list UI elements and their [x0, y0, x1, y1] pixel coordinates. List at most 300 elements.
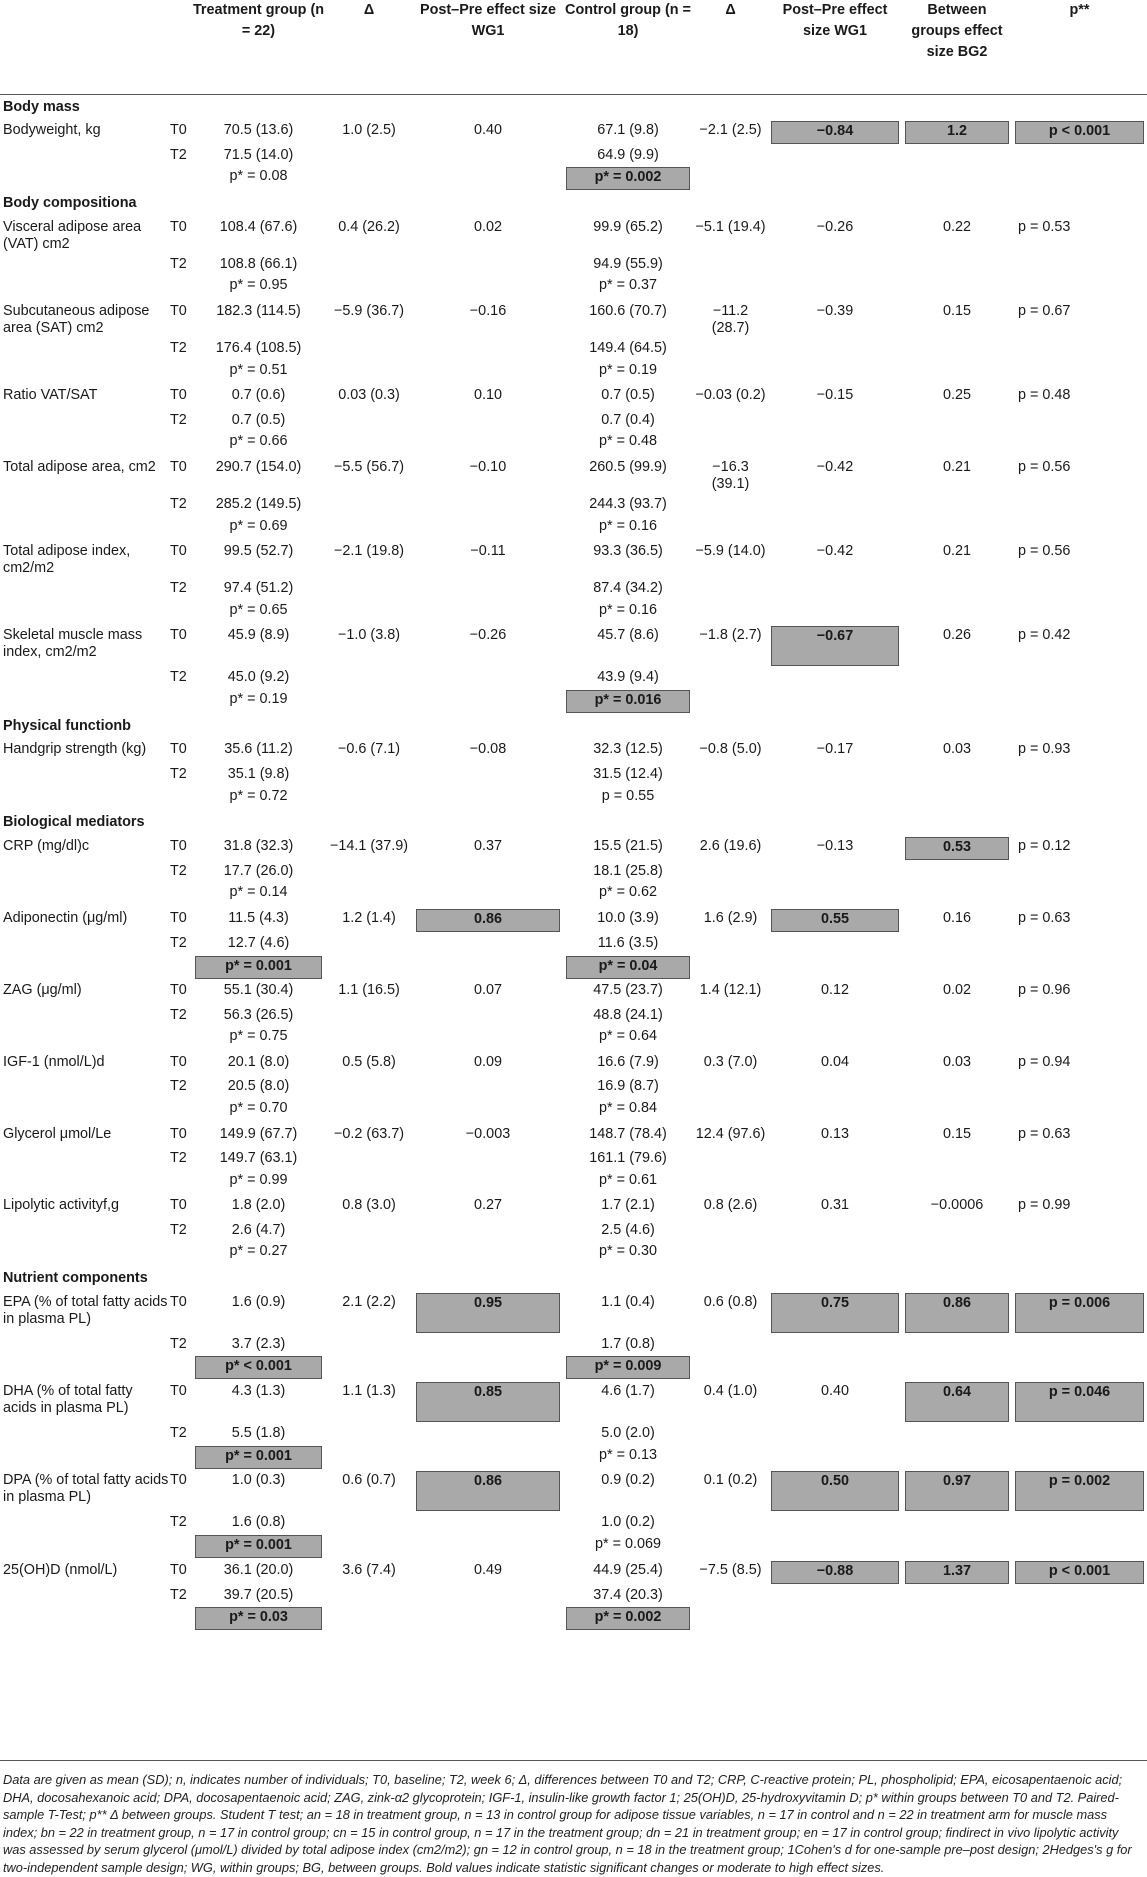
timepoint: T0 [170, 1293, 187, 1310]
table-cell: 1.4 (12.1) [699, 982, 762, 999]
row-label: Glycerol μmol/Le [3, 1125, 112, 1142]
row-label: Visceral adipose area (VAT) cm2 [3, 218, 142, 252]
timepoint: T0 [170, 387, 187, 404]
table-cell: 0.04 [820, 1054, 849, 1071]
table-cell: 12.7 (4.6) [227, 935, 290, 952]
table-cell: 108.4 (67.6) [219, 218, 298, 235]
table-row [0, 1123, 1147, 1147]
table-cell: 31.5 (12.4) [593, 765, 663, 782]
highlight-cell: −0.67 [771, 626, 899, 666]
highlight-cell: 0.53 [905, 837, 1009, 860]
table-row [0, 835, 1147, 860]
highlight-cell: p* = 0.002 [566, 167, 690, 190]
table-cell [768, 119, 902, 144]
table-row [0, 691, 1147, 714]
timepoint: T0 [170, 1125, 187, 1142]
table-footnote: Data are given as mean (SD); n, indicates number of individuals; T0, baseline; T2, week 6; Δ, differences between T0 and T2; CRP, C-reactive protein; PL, phospholipid; EPA, eicosapentaenoic acid; DHA, docosahexanoic acid; DPA, docosapentaenoic acid; ZAG, zink-α2 glycoprotein; IGF-1, insulin-like growth factor 1; 25(OH)D, 25-hydroxyvitamin D; p* within groups between T0 and T2. Paired-sample T-Test; p** Δ between groups. Student T test; an = 18 in treatment group, n = 13 in control group for adipose tissue variables, n = 17 in control and n = 22 in treatment arm for muscle mass index; bn = 22 in treatment group, n = 17 in control group; cn = 15 in control group, n = 17 in the treatment group; dn = 21 in treatment group; en = 17 in control group; findirect in vivo lipolytic activity was assessed by serum glycerol (μmol/L) divided by total adipose index (cm2/m2); gn = 12 in control group, n = 18 in the treatment group; 1Cohen's d for one-sample pre–post design; 2Hedges's g for two-independent sample design; WG, within groups; BG, between groups. Bold values indicate statistic significant changes or moderate to high effect sizes. [0, 1760, 1147, 1877]
table-cell [902, 1380, 1012, 1422]
table-row [0, 168, 1147, 191]
row-label: Total adipose index, cm2/m2 [3, 543, 131, 577]
highlight-cell: p* = 0.001 [195, 956, 322, 979]
table-cell: 0.6 (0.7) [342, 1472, 396, 1489]
table-cell: 0.02 [942, 982, 971, 999]
table-row [0, 1243, 1147, 1266]
table-cell: −5.1 (19.4) [695, 218, 766, 235]
table-row [0, 763, 1147, 788]
table-row [0, 788, 1147, 811]
header-control: Control group (n = 18) [563, 0, 693, 94]
timepoint: T2 [170, 1078, 187, 1095]
p-value: p* = 0.30 [598, 1243, 657, 1260]
table-cell: 18.1 (25.8) [593, 862, 663, 879]
highlight-cell: 0.97 [905, 1471, 1009, 1511]
row-label: DHA (% of total fatty acids in plasma PL) [3, 1383, 133, 1416]
table-cell: 20.5 (8.0) [227, 1078, 290, 1095]
table-cell [902, 835, 1012, 860]
header-treatment: Treatment group (n = 22) [192, 0, 325, 94]
highlight-cell: p = 0.046 [1015, 1382, 1144, 1422]
table-cell: 43.9 (9.4) [597, 669, 659, 686]
timepoint: T0 [170, 741, 187, 758]
table-row [0, 1219, 1147, 1244]
highlight-cell: 0.50 [771, 1471, 899, 1511]
p-value: p* = 0.65 [229, 601, 288, 618]
timepoint: T0 [170, 982, 187, 999]
table-row [0, 456, 1147, 493]
table-cell: 1.7 (2.1) [601, 1197, 655, 1214]
p-value: p* = 0.27 [229, 1243, 288, 1260]
p-value: p* = 0.19 [598, 361, 657, 378]
table-row [0, 518, 1147, 541]
table-row [0, 907, 1147, 932]
table-cell: 0.15 [942, 302, 971, 319]
table-cell: 0.27 [473, 1197, 502, 1214]
table-cell: −0.15 [816, 387, 854, 404]
table-cell: −14.1 (37.9) [329, 837, 408, 854]
table-cell: 1.7 (0.8) [601, 1335, 655, 1352]
table-cell: p = 0.12 [1018, 837, 1071, 854]
table-cell: 1.2 (1.4) [342, 910, 396, 927]
table-cell: 0.4 (1.0) [703, 1383, 758, 1399]
p-value: p* = 0.62 [598, 884, 657, 901]
table-cell: 3.6 (7.4) [342, 1561, 396, 1578]
table-cell: 4.3 (1.3) [231, 1383, 286, 1399]
table-cell: 10.0 (3.9) [597, 910, 659, 927]
timepoint: T2 [170, 1514, 187, 1531]
timepoint: T2 [170, 339, 187, 356]
table-cell: 16.6 (7.9) [597, 1054, 659, 1071]
table-row [0, 979, 1147, 1003]
table-row [0, 1357, 1147, 1380]
table-row [0, 738, 1147, 762]
table-cell: 87.4 (34.2) [593, 580, 663, 597]
table-cell: 56.3 (26.5) [223, 1006, 294, 1023]
table-cell: 0.7 (0.5) [231, 411, 286, 428]
highlight-cell: 0.86 [416, 909, 560, 932]
table-cell: 0.40 [820, 1383, 849, 1399]
table-cell: 0.9 (0.2) [601, 1472, 655, 1489]
table-row [0, 1147, 1147, 1172]
table-row [0, 1194, 1147, 1218]
table-cell [1012, 1469, 1147, 1511]
table-cell: 0.02 [473, 218, 502, 235]
table-cell [413, 907, 563, 932]
table-cell: 2.1 (2.2) [342, 1293, 396, 1310]
table-cell [902, 1469, 1012, 1511]
row-label: CRP (mg/dl)c [3, 837, 90, 854]
table-cell: 0.09 [473, 1054, 502, 1071]
p-value: p* = 0.70 [229, 1100, 288, 1117]
section-title: Biological mediators [3, 814, 145, 831]
timepoint: T2 [170, 1150, 187, 1167]
row-label: Subcutaneous adipose area (SAT) cm2 [3, 302, 150, 336]
table-cell: p = 0.99 [1018, 1197, 1071, 1214]
timepoint: T2 [170, 935, 187, 952]
table-cell: 5.0 (2.0) [601, 1425, 655, 1441]
table-cell: 35.1 (9.8) [227, 765, 290, 782]
table-cell: 149.7 (63.1) [219, 1150, 298, 1167]
timepoint: T2 [170, 1425, 187, 1441]
timepoint: T0 [170, 543, 187, 560]
highlight-cell: p* = 0.04 [566, 956, 690, 979]
table-row [0, 337, 1147, 362]
table-cell: 45.7 (8.6) [597, 627, 659, 644]
table-cell: 31.8 (32.3) [223, 837, 294, 854]
table-cell: 149.9 (67.7) [219, 1125, 298, 1142]
highlight-cell: 1.37 [905, 1561, 1009, 1584]
table-cell: 0.4 (26.2) [338, 218, 400, 235]
table-cell: 12.4 (97.6) [695, 1125, 766, 1142]
table-row [0, 624, 1147, 666]
row-label: Ratio VAT/SAT [3, 387, 98, 404]
section-header [0, 810, 1147, 835]
header-delta-2: Δ [693, 0, 768, 94]
table-cell [1012, 119, 1147, 144]
table-cell: 64.9 (9.9) [597, 146, 659, 163]
table-cell: −0.10 [469, 458, 507, 475]
table-cell: 182.3 (114.5) [216, 302, 301, 319]
header-delta-1: Δ [325, 0, 413, 94]
table-row [0, 277, 1147, 300]
p-value [563, 957, 693, 980]
p-value [563, 1608, 693, 1631]
table-cell: 2.5 (4.6) [601, 1221, 655, 1238]
table-row [0, 493, 1147, 518]
table-cell: −2.1 (19.8) [334, 543, 404, 560]
table-row [0, 884, 1147, 907]
table-cell [768, 1291, 902, 1333]
table-cell: 3.7 (2.3) [231, 1335, 286, 1352]
table-cell: −11.2 (28.7) [711, 302, 750, 336]
table-cell: 15.5 (21.5) [593, 837, 663, 854]
row-label: DPA (% of total fatty acids in plasma PL) [3, 1472, 169, 1506]
table-row [0, 384, 1147, 408]
table-cell: p = 0.94 [1018, 1054, 1071, 1071]
table-cell: −0.6 (7.1) [338, 741, 400, 758]
table-cell: −0.39 [816, 302, 854, 319]
p-value: p* = 0.48 [598, 433, 657, 450]
table-row [0, 602, 1147, 625]
p-value [192, 1608, 325, 1631]
p-value [192, 1536, 325, 1559]
row-label: ZAG (μg/ml) [3, 982, 82, 999]
table-cell: 35.6 (11.2) [224, 741, 293, 758]
p-value [192, 1357, 325, 1380]
table-cell: 0.16 [942, 910, 971, 927]
table-cell [768, 907, 902, 932]
table-row [0, 1100, 1147, 1123]
row-label: IGF-1 (nmol/L)d [3, 1054, 105, 1071]
p-value: p* = 0.37 [598, 277, 657, 294]
table-cell: p = 0.42 [1018, 627, 1071, 644]
table-cell: 1.1 (16.5) [338, 982, 400, 999]
timepoint: T2 [170, 669, 187, 686]
table-cell: 17.7 (26.0) [223, 862, 294, 879]
table-cell: 0.15 [942, 1125, 971, 1142]
table-row [0, 1172, 1147, 1195]
table-cell: 45.0 (9.2) [227, 669, 290, 686]
p-value: p* = 0.14 [229, 884, 288, 901]
table-cell: −2.1 (2.5) [699, 121, 762, 138]
table-cell: p = 0.63 [1018, 1125, 1071, 1142]
table-cell: 55.1 (30.4) [223, 982, 294, 999]
row-label: Lipolytic activityf,g [3, 1197, 119, 1214]
table-cell: −5.9 (14.0) [695, 543, 766, 560]
table-cell: 0.03 (0.3) [338, 387, 400, 404]
table-cell [413, 1380, 563, 1422]
section-title: Nutrient components [3, 1270, 148, 1287]
table-cell: 1.1 (0.4) [601, 1293, 655, 1310]
header-p: p** [1012, 0, 1147, 94]
p-value: p = 0.55 [601, 787, 655, 804]
table-cell: −5.9 (36.7) [334, 302, 404, 319]
table-cell: −0.26 [816, 218, 854, 235]
table-cell: p = 0.56 [1018, 458, 1071, 475]
table-cell: −0.42 [816, 543, 854, 560]
table-cell: 0.21 [942, 458, 971, 475]
table-cell: −5.5 (56.7) [334, 458, 404, 475]
table-cell: 20.1 (8.0) [227, 1054, 290, 1071]
p-value: p* = 0.99 [229, 1171, 288, 1188]
table-row [0, 1051, 1147, 1075]
table-cell: 16.9 (8.7) [597, 1078, 659, 1095]
table-cell: −0.8 (5.0) [699, 741, 762, 758]
table-cell: 1.0 (0.2) [601, 1514, 655, 1531]
table-cell: 93.3 (36.5) [593, 543, 663, 560]
timepoint: T0 [170, 910, 187, 927]
timepoint: T0 [170, 302, 187, 319]
table-cell: −1.8 (2.7) [699, 627, 762, 644]
timepoint: T0 [170, 837, 187, 854]
table-cell: 37.4 (20.3) [593, 1586, 663, 1603]
table-row [0, 666, 1147, 691]
p-value [192, 957, 325, 980]
table-cell [413, 1469, 563, 1511]
table-cell: −0.13 [816, 837, 854, 854]
highlight-cell: −0.84 [771, 121, 899, 144]
table-row [0, 253, 1147, 278]
p-value: p* = 0.84 [598, 1100, 657, 1117]
highlight-cell: p = 0.006 [1015, 1293, 1144, 1333]
highlight-cell: p* = 0.001 [195, 1446, 322, 1469]
table-cell: 149.4 (64.5) [589, 339, 667, 356]
section-header [0, 1266, 1147, 1291]
table-cell: p = 0.53 [1018, 218, 1071, 235]
table-cell: 1.0 (0.3) [231, 1472, 286, 1489]
table-row [0, 1536, 1147, 1559]
p-value: p* = 0.61 [598, 1171, 657, 1188]
table-cell: 0.5 (5.8) [342, 1054, 396, 1071]
table-cell: 71.5 (14.0) [223, 146, 294, 163]
table-cell: p = 0.63 [1018, 910, 1071, 927]
table-cell: 0.7 (0.5) [601, 387, 655, 404]
table-cell: 160.6 (70.7) [589, 302, 667, 319]
table-cell: 1.6 (2.9) [703, 910, 758, 927]
table-cell: p = 0.93 [1018, 741, 1071, 758]
p-value [192, 1447, 325, 1470]
highlight-cell: 0.85 [416, 1382, 560, 1422]
timepoint: T2 [170, 411, 187, 428]
table-row [0, 860, 1147, 885]
table-cell: −0.0006 [930, 1197, 984, 1214]
table-cell: p = 0.67 [1018, 302, 1071, 319]
table-cell: −0.17 [816, 741, 854, 758]
timepoint: T2 [170, 1335, 187, 1352]
timepoint: T2 [170, 146, 187, 163]
table-cell: 0.8 (3.0) [342, 1197, 396, 1214]
table-row [0, 144, 1147, 169]
table-cell [902, 119, 1012, 144]
timepoint: T2 [170, 1006, 187, 1023]
table-row [0, 1004, 1147, 1029]
table-row [0, 1584, 1147, 1609]
table-cell: 285.2 (149.5) [215, 495, 302, 512]
header-effect-wg-2: Post–Pre effect size WG1 [768, 0, 902, 94]
table-cell: −0.42 [816, 458, 854, 475]
table-cell: 244.3 (93.7) [589, 495, 667, 512]
table-row [0, 957, 1147, 980]
table-cell: 70.5 (13.6) [223, 121, 294, 138]
table-cell: 1.6 (0.8) [231, 1514, 286, 1531]
table-cell: 161.1 (79.6) [589, 1150, 667, 1167]
table-cell [902, 1559, 1012, 1584]
table-cell [1012, 1559, 1147, 1584]
timepoint: T2 [170, 1221, 187, 1238]
table-cell: 1.6 (0.9) [231, 1293, 286, 1310]
timepoint: T0 [170, 458, 187, 475]
table-row [0, 1380, 1147, 1422]
table-cell [1012, 1291, 1147, 1333]
table-cell: 11.6 (3.5) [597, 935, 659, 952]
highlight-cell: p* = 0.009 [566, 1356, 690, 1379]
p-value: p* = 0.13 [598, 1446, 657, 1463]
table-cell: 99.9 (65.2) [593, 218, 663, 235]
table-cell: 48.8 (24.1) [593, 1006, 663, 1023]
p-value: p* = 0.51 [229, 361, 288, 378]
highlight-cell: p* = 0.016 [566, 690, 690, 713]
highlight-cell: 0.86 [416, 1471, 560, 1511]
table-cell: −7.5 (8.5) [699, 1561, 762, 1578]
table-cell: 0.31 [820, 1197, 849, 1214]
table-cell: 0.7 (0.4) [601, 411, 655, 428]
header-effect-bg: Between groups effect size BG2 [902, 0, 1012, 94]
highlight-cell: 1.2 [905, 121, 1009, 144]
section-title: Body compositiona [3, 194, 137, 211]
table-cell [1012, 1380, 1147, 1422]
table-cell: 4.6 (1.7) [601, 1383, 655, 1399]
table-cell: 0.37 [473, 837, 502, 854]
highlight-cell: −0.88 [771, 1561, 899, 1584]
table-cell [768, 1469, 902, 1511]
table-cell: −0.08 [469, 741, 507, 758]
table-cell: −0.03 (0.2) [695, 387, 766, 404]
timepoint: T2 [170, 765, 187, 782]
timepoint: T0 [170, 1472, 187, 1489]
table-cell: 0.49 [473, 1561, 502, 1578]
highlight-cell: p* < 0.001 [195, 1356, 322, 1379]
table-row [0, 409, 1147, 434]
highlight-cell: 0.86 [905, 1293, 1009, 1333]
timepoint: T0 [170, 1054, 187, 1071]
p-value: p* = 0.69 [229, 517, 288, 534]
table-row [0, 300, 1147, 337]
table-cell: p = 0.56 [1018, 543, 1071, 560]
highlight-cell: 0.95 [416, 1293, 560, 1333]
table-cell: 0.03 [942, 741, 971, 758]
row-label: Handgrip strength (kg) [3, 741, 147, 758]
timepoint: T0 [170, 121, 187, 138]
table-cell: 108.8 (66.1) [219, 255, 298, 272]
header-effect-wg-1: Post–Pre effect size WG1 [413, 0, 563, 94]
table-row [0, 1559, 1147, 1584]
row-label: 25(OH)D (nmol/L) [3, 1561, 118, 1578]
timepoint: T2 [170, 580, 187, 597]
table-row [0, 119, 1147, 144]
timepoint: T0 [170, 1383, 187, 1399]
table-cell: p = 0.96 [1018, 982, 1071, 999]
table-cell: 97.4 (51.2) [223, 580, 294, 597]
table-row [0, 1447, 1147, 1470]
highlight-cell: 0.55 [771, 909, 899, 932]
table-row [0, 216, 1147, 253]
highlight-cell: 0.75 [771, 1293, 899, 1333]
table-cell: 47.5 (23.7) [593, 982, 663, 999]
row-label: EPA (% of total fatty acids in plasma PL) [3, 1293, 168, 1327]
table-cell: 0.40 [473, 121, 502, 138]
row-label: Bodyweight, kg [3, 121, 101, 138]
table-cell: 94.9 (55.9) [593, 255, 663, 272]
table-cell: 290.7 (154.0) [215, 458, 302, 475]
highlight-cell: 0.64 [905, 1382, 1009, 1422]
table-cell: 11.5 (4.3) [228, 910, 289, 927]
table-cell [768, 1559, 902, 1584]
table-cell: −0.16 [469, 302, 507, 319]
header-row [0, 0, 1147, 94]
timepoint: T0 [170, 1561, 187, 1578]
table-cell: 0.1 (0.2) [703, 1472, 758, 1489]
table-row [0, 1422, 1147, 1447]
table-cell: 1.0 (2.5) [342, 121, 396, 138]
p-value: p* = 0.16 [598, 517, 657, 534]
table-cell [413, 1291, 563, 1333]
section-title: Body mass [3, 98, 80, 115]
highlight-cell: p* = 0.03 [195, 1607, 322, 1630]
table-cell: 1.1 (1.3) [342, 1383, 396, 1399]
timepoint: T2 [170, 1586, 187, 1603]
highlight-cell: p < 0.001 [1015, 121, 1144, 144]
table-cell: 0.3 (7.0) [703, 1054, 758, 1071]
table-cell: −0.2 (63.7) [334, 1125, 404, 1142]
